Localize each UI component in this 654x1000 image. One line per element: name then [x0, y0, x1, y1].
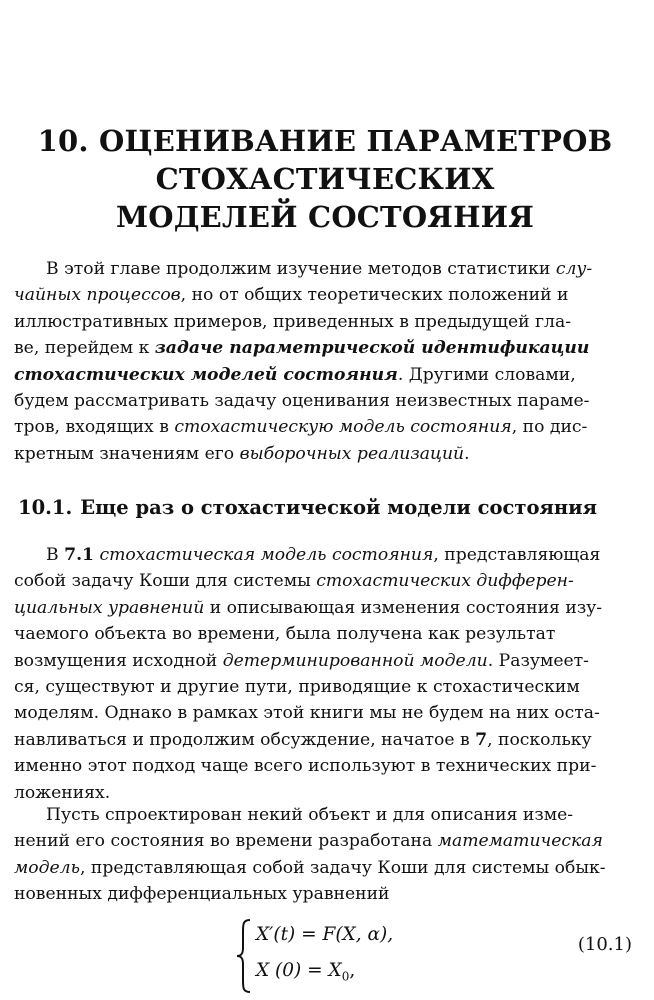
chapter-title-line: МОДЕЛЕЙ СОСТОЯНИЯ — [115, 200, 535, 234]
text-run: . Другими словами, — [397, 364, 576, 385]
equation-number: (10.1) — [577, 934, 632, 955]
text-line — [14, 727, 634, 753]
text-run: возмущения исходной — [14, 650, 223, 671]
text-run: В этой главе продолжим изучение методов статистики — [46, 259, 556, 279]
text-line: именно этот подход чаще всего используют в технических при- — [14, 756, 597, 777]
text-line — [14, 828, 634, 854]
text-run: , представляющая — [433, 545, 601, 565]
text-run: . — [464, 443, 470, 464]
text-run: кретным значениям его — [14, 443, 240, 464]
equation-term: X (0) = X — [256, 960, 342, 981]
text-run: нений его состояния во времени разработана — [14, 831, 438, 852]
text-run: , представляющая собой задачу Коши для системы обык- — [79, 857, 606, 878]
equation-line-1: X′(t) = F(X, α), — [256, 924, 394, 945]
text-run: В — [46, 545, 65, 565]
text-line: Пусть спроектирован некий объект и для описания изме- — [46, 805, 574, 825]
section-number: 10.1. — [18, 496, 73, 519]
section-reference: 7 — [475, 729, 488, 750]
text-line: иллюстративных примеров, приведенных в предыдущей гла- — [14, 311, 572, 332]
italic-term: стохастическую модель состояния — [174, 417, 512, 438]
section-heading — [18, 495, 634, 521]
italic-term: модель — [14, 857, 80, 878]
left-brace-icon — [236, 918, 252, 994]
bold-italic-term: стохастических моделей состояния — [14, 364, 398, 385]
equation-system — [236, 918, 496, 994]
text-line — [14, 568, 634, 594]
text-run: тров, входящих в — [14, 417, 175, 438]
italic-term: стохастических дифферен- — [316, 571, 574, 592]
paragraph-1 — [14, 542, 634, 806]
paragraph-2 — [14, 802, 634, 908]
text-line — [14, 256, 634, 282]
section-reference: 7.1 — [64, 545, 95, 565]
bold-italic-term: задаче параметрической идентификации — [154, 338, 590, 359]
text-run: , по дис- — [511, 417, 588, 438]
intro-paragraph — [14, 256, 634, 467]
italic-term: выборочных реализаций — [239, 443, 465, 464]
chapter-title-line: 10. ОЦЕНИВАНИЕ ПАРАМЕТРОВ — [37, 124, 613, 158]
equation-subscript: 0 — [341, 969, 350, 984]
text-line — [14, 414, 634, 440]
text-run: собой задачу Коши для системы — [14, 571, 317, 592]
text-line: ся, существуют и другие пути, приводящие к стохастическим — [14, 677, 580, 698]
text-run: . Разумеет- — [487, 650, 589, 671]
text-line — [14, 595, 634, 621]
text-run: ве, перейдем к — [14, 338, 155, 359]
text-line — [14, 335, 634, 361]
text-line: новенных дифференциальных уравнений — [14, 884, 390, 905]
text-line: чаемого объекта во времени, была получена как результат — [14, 624, 556, 645]
text-line — [14, 855, 634, 881]
chapter-title — [14, 122, 636, 236]
text-line: ложениях. — [14, 782, 111, 803]
text-run: , но от общих теоретических положений и — [180, 285, 569, 306]
text-run: , поскольку — [487, 729, 592, 750]
text-line — [14, 542, 634, 568]
equation-term: , — [349, 960, 356, 981]
italic-term: детерминированной модели — [222, 650, 488, 671]
italic-term: слу- — [555, 259, 593, 279]
italic-term: циальных уравнений — [14, 597, 205, 618]
text-line — [14, 441, 634, 467]
text-run: и описывающая изменения состояния изу- — [204, 597, 603, 618]
italic-term: математическая — [437, 831, 603, 852]
section-title-text: Еще раз о стохастической модели состояния — [80, 496, 598, 519]
text-line: будем рассматривать задачу оценивания неизвестных параме- — [14, 391, 590, 412]
equation-line-2 — [256, 960, 355, 984]
text-line — [14, 362, 634, 388]
text-line: моделям. Однако в рамках этой книги мы не будем на них оста- — [14, 703, 600, 724]
text-run: навливаться и продолжим обсуждение, начатое в — [14, 729, 476, 750]
book-page — [14, 0, 636, 1000]
italic-term: стохастическая модель состояния — [99, 545, 434, 565]
text-line — [14, 648, 634, 674]
italic-term: чайных процессов — [14, 285, 181, 306]
text-line — [14, 282, 634, 308]
chapter-title-line: СТОХАСТИЧЕСКИХ — [155, 162, 495, 196]
